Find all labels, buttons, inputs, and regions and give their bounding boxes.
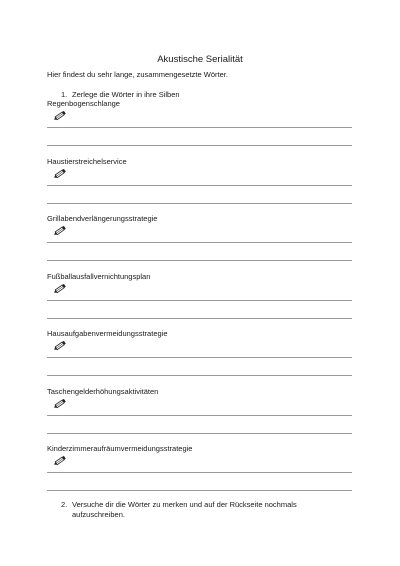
word-label: Haustierstreichelservice: [47, 156, 127, 166]
writing-line[interactable]: [47, 415, 352, 416]
word-item: [47, 214, 352, 264]
word-item: [47, 99, 352, 149]
writing-line[interactable]: [47, 145, 352, 146]
writing-line[interactable]: [47, 260, 352, 261]
writing-line[interactable]: [47, 127, 352, 128]
writing-line[interactable]: [47, 375, 352, 376]
word-label: Regenbogenschlange: [47, 99, 120, 108]
task-2-number: 2.: [61, 500, 68, 509]
word-label: Kinderzimmeraufräumvermeidungsstrategie: [47, 444, 193, 453]
writing-line[interactable]: [47, 490, 352, 491]
word-label: Hausaufgabenvermeidungsstrategie: [47, 329, 168, 338]
task-1-number: 1.: [61, 90, 68, 99]
word-label: Grillabendverlängerungsstrategie: [47, 214, 158, 223]
word-item: [47, 387, 352, 437]
task-2-text: Versuche dir die Wörter zu merken und auf der Rückseite nochmals aufzuschreiben.: [72, 500, 297, 519]
writing-line[interactable]: [47, 472, 352, 473]
writing-line[interactable]: [47, 185, 352, 186]
pencil-icon: [52, 282, 67, 294]
word-item: [47, 329, 352, 379]
pencil-icon: [52, 454, 67, 466]
pencil-icon: [52, 339, 67, 351]
pencil-icon: [52, 109, 67, 121]
word-item: [47, 157, 352, 207]
writing-line[interactable]: [47, 433, 352, 434]
pencil-icon: [52, 397, 67, 409]
writing-line[interactable]: [47, 318, 352, 319]
word-item: [47, 444, 352, 494]
pencil-icon: [52, 224, 67, 236]
page-title: Akustische Serialität: [157, 54, 243, 65]
word-label: Fußballausfallvernichtungsplan: [47, 271, 151, 281]
writing-line[interactable]: [47, 242, 352, 243]
task-2: [61, 500, 351, 520]
word-label: Taschengelderhöhungsaktivitäten: [47, 386, 159, 396]
writing-line[interactable]: [47, 203, 352, 204]
writing-line[interactable]: [47, 357, 352, 358]
writing-line[interactable]: [47, 300, 352, 301]
intro-text: Hier findest du sehr lange, zusammengesetzte Wörter.: [47, 70, 228, 79]
word-item: [47, 272, 352, 322]
task-1: [61, 90, 180, 99]
task-1-text: Zerlege die Wörter in ihre Silben: [72, 90, 180, 99]
pencil-icon: [52, 167, 67, 179]
